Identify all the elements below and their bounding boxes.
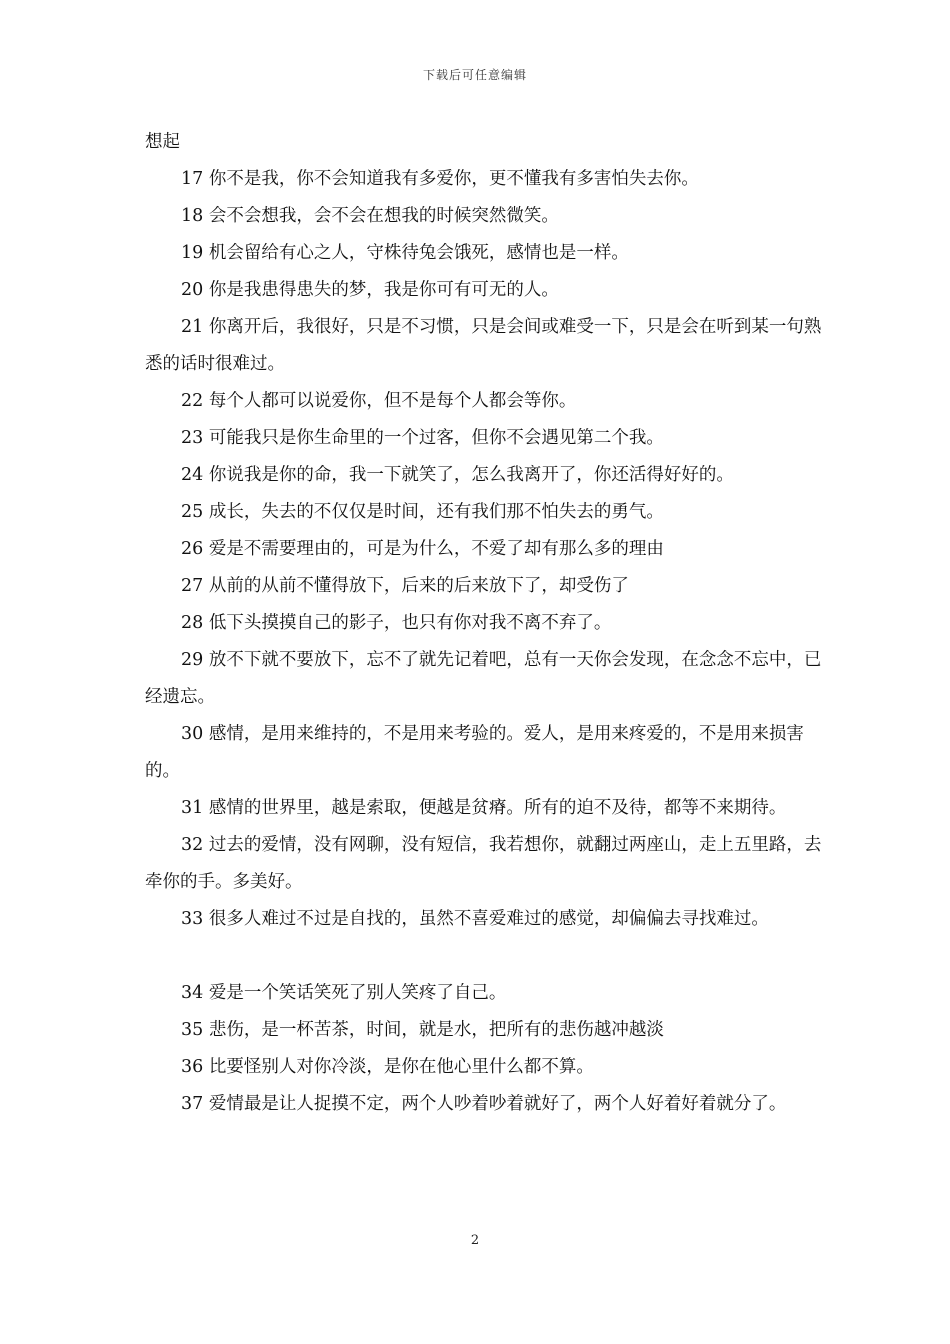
page-number: 2 bbox=[470, 1233, 480, 1248]
paragraph-33: 33 很多人难过不过是自找的，虽然不喜爱难过的感觉，却偏偏去寻找难过。 bbox=[181, 909, 769, 929]
paragraph-27: 27 从前的从前不懂得放下，后来的后来放下了，却受伤了 bbox=[181, 576, 629, 596]
paragraph-32: 32 过去的爱情，没有网聊，没有短信，我若想你，就翻过两座山，走上五里路，去牵你的手。多美好。 bbox=[145, 835, 822, 892]
paragraph-20: 20 你是我患得患失的梦，我是你可有可无的人。 bbox=[181, 280, 559, 300]
paragraph-25: 25 成长，失去的不仅仅是时间，还有我们那不怕失去的勇气。 bbox=[181, 502, 664, 522]
continuation-line: 想起 bbox=[145, 132, 180, 152]
paragraph-34: 34 爱是一个笑话笑死了别人笑疼了自己。 bbox=[181, 983, 507, 1003]
paragraph-18: 18 会不会想我，会不会在想我的时候突然微笑。 bbox=[181, 206, 559, 226]
paragraph-35: 35 悲伤，是一杯苦茶，时间，就是水，把所有的悲伤越冲越淡 bbox=[181, 1020, 664, 1040]
paragraph-22: 22 每个人都可以说爱你，但不是每个人都会等你。 bbox=[181, 391, 577, 411]
paragraph-19: 19 机会留给有心之人，守株待兔会饿死，感情也是一样。 bbox=[181, 243, 629, 263]
paragraph-26: 26 爱是不需要理由的，可是为什么，不爱了却有那么多的理由 bbox=[181, 539, 664, 559]
paragraph-37: 37 爱情最是让人捉摸不定，两个人吵着吵着就好了，两个人好着好着就分了。 bbox=[181, 1094, 787, 1114]
paragraph-31: 31 感情的世界里，越是索取，便越是贫瘠。所有的迫不及待，都等不来期待。 bbox=[181, 798, 787, 818]
blank-line bbox=[145, 938, 825, 975]
paragraph-21: 21 你离开后，我很好，只是不习惯，只是会间或难受一下，只是会在听到某一句熟悉的话时很难过。 bbox=[145, 317, 822, 374]
paragraph-29: 29 放不下就不要放下，忘不了就先记着吧，总有一天你会发现，在念念不忘中，已经遗忘。 bbox=[145, 650, 822, 707]
paragraph-28: 28 低下头摸摸自己的影子，也只有你对我不离不弃了。 bbox=[181, 613, 612, 633]
paragraph-23: 23 可能我只是你生命里的一个过客，但你不会遇见第二个我。 bbox=[181, 428, 664, 448]
paragraph-24: 24 你说我是你的命，我一下就笑了，怎么我离开了，你还活得好好的。 bbox=[181, 465, 734, 485]
paragraph-17: 17 你不是我，你不会知道我有多爱你，更不懂我有多害怕失去你。 bbox=[181, 169, 699, 189]
page-header: 下载后可任意编辑 bbox=[422, 68, 527, 82]
document-body bbox=[145, 124, 825, 1123]
paragraph-30: 30 感情，是用来维持的，不是用来考验的。爱人，是用来疼爱的，不是用来损害的。 bbox=[145, 724, 804, 781]
paragraph-36: 36 比要怪别人对你冷淡，是你在他心里什么都不算。 bbox=[181, 1057, 594, 1077]
